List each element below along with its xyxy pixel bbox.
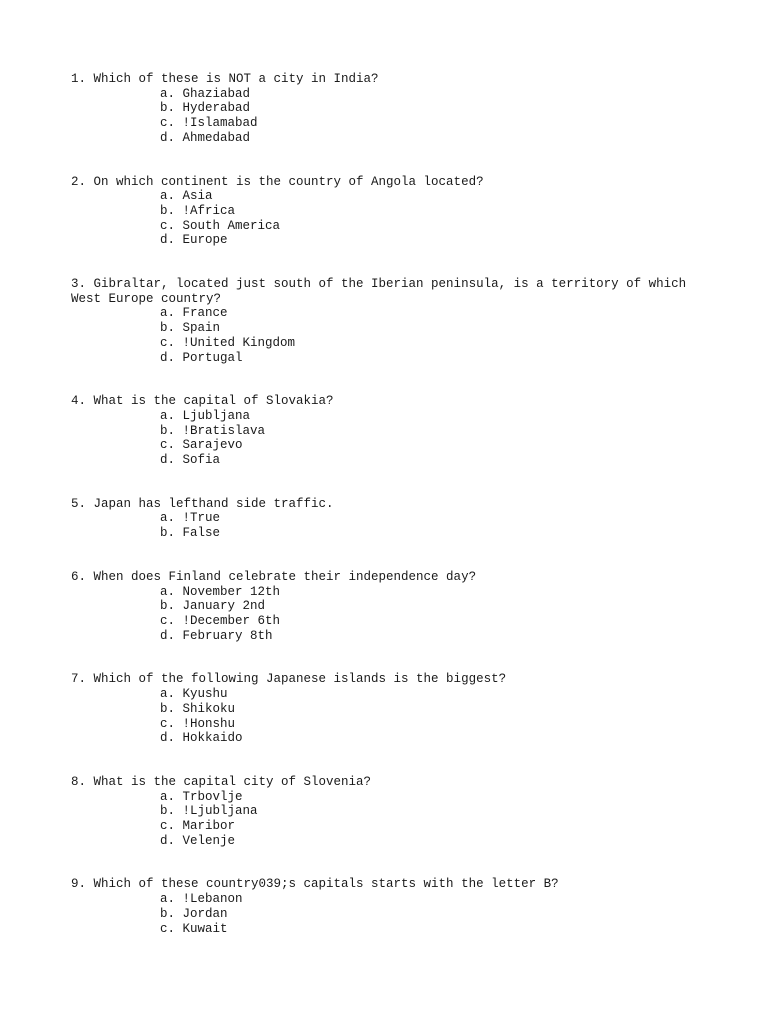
answer-options [71, 87, 711, 146]
answer-options [71, 892, 711, 936]
question-1 [71, 72, 711, 146]
answer-option: a. !Lebanon [160, 892, 243, 907]
question-text: 8. What is the capital city of Slovenia? [71, 774, 372, 789]
answer-option: b. Hyderabad [160, 101, 251, 116]
answer-option: a. France [160, 306, 228, 321]
question-4 [71, 394, 711, 468]
answer-options [71, 189, 711, 248]
answer-option: c. South America [160, 218, 281, 233]
answer-options [71, 511, 711, 540]
question-2 [71, 175, 711, 249]
answer-option: a. Ljubljana [160, 408, 251, 423]
question-5 [71, 497, 711, 541]
answer-option: b. !Ljubljana [160, 804, 258, 819]
question-9 [71, 877, 711, 936]
answer-option: b. Spain [160, 321, 221, 336]
answer-option: c. !Islamabad [160, 116, 258, 131]
answer-option: b. Jordan [160, 906, 228, 921]
answer-option: b. January 2nd [160, 599, 266, 614]
answer-option: a. Kyushu [160, 687, 228, 702]
answer-option: d. Europe [160, 233, 228, 248]
answer-options [71, 790, 711, 849]
question-text: 2. On which continent is the country of Angola located? [71, 174, 484, 189]
question-text: 3. Gibraltar, located just south of the Iberian peninsula, is a territory of which West Europe country? [71, 277, 687, 306]
answer-option: d. Hokkaido [160, 731, 243, 746]
answer-option: c. !United Kingdom [160, 335, 296, 350]
answer-option: c. Maribor [160, 819, 236, 834]
question-text: 1. Which of these is NOT a city in India? [71, 72, 379, 86]
answer-options [71, 585, 711, 644]
question-text: 4. What is the capital of Slovakia? [71, 394, 334, 409]
answer-option: a. Ghaziabad [160, 86, 251, 101]
question-text: 5. Japan has lefthand side traffic. [71, 496, 334, 511]
answer-option: d. Sofia [160, 453, 221, 468]
question-7 [71, 672, 711, 746]
answer-option: c. !Honshu [160, 716, 236, 731]
quiz-document [71, 72, 711, 965]
question-text: 7. Which of the following Japanese islands is the biggest? [71, 672, 507, 687]
answer-option: d. Portugal [160, 350, 243, 365]
answer-option: a. November 12th [160, 584, 281, 599]
question-text: 6. When does Finland celebrate their independence day? [71, 569, 477, 584]
answer-option: c. Sarajevo [160, 438, 243, 453]
question-text: 9. Which of these country039;s capitals starts with the letter B? [71, 877, 559, 892]
answer-option: b. False [160, 526, 221, 541]
question-3 [71, 277, 711, 365]
question-6 [71, 570, 711, 644]
answer-option: b. !Bratislava [160, 423, 266, 438]
answer-option: b. Shikoku [160, 701, 236, 716]
answer-options [71, 306, 711, 365]
answer-option: a. Asia [160, 189, 213, 204]
answer-options [71, 687, 711, 746]
answer-option: b. !Africa [160, 203, 236, 218]
answer-option: d. February 8th [160, 628, 273, 643]
answer-option: d. Velenje [160, 833, 236, 848]
answer-options [71, 409, 711, 468]
question-8 [71, 775, 711, 849]
answer-option: d. Ahmedabad [160, 130, 251, 145]
answer-option: a. !True [160, 511, 221, 526]
answer-option: c. Kuwait [160, 921, 228, 936]
answer-option: c. !December 6th [160, 613, 281, 628]
answer-option: a. Trbovlje [160, 789, 243, 804]
